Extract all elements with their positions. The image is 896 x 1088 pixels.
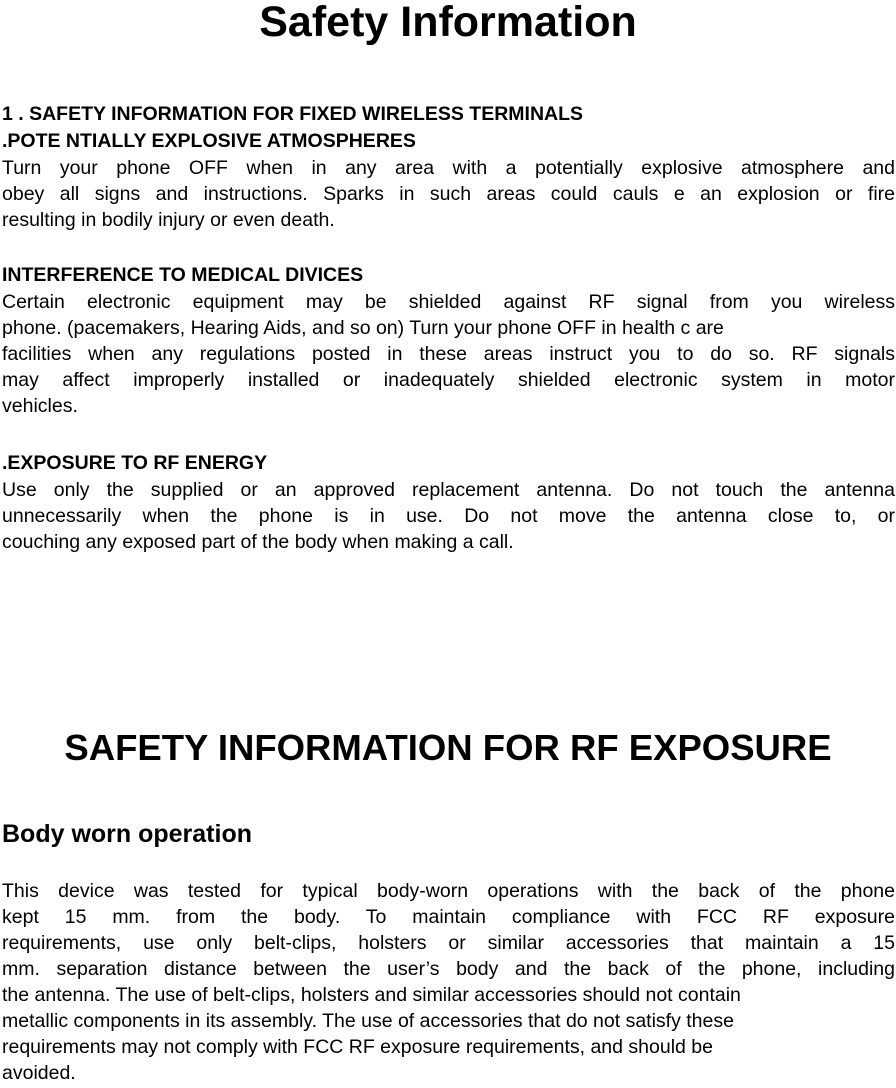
paragraph-body-worn [2,878,895,1086]
paragraph-line: unnecessarily when the phone is in use. Do not move the antenna close to, or [2,505,895,527]
page-title: Safety Information [259,0,637,46]
paragraph-line: avoided. [2,1062,76,1084]
paragraph-line: requirements, use only belt-clips, holsters or similar accessories that maintain a 15 [2,932,895,954]
paragraph-line: vehicles. [2,395,78,417]
section-heading-fixed-wireless: 1 . SAFETY INFORMATION FOR FIXED WIRELESS TERMINALS [2,103,584,125]
section-heading-medical-devices: INTERFERENCE TO MEDICAL DIVICES [2,264,364,286]
paragraph-line: obey all signs and instructions. Sparks in such areas could cauls e an explosion or fire [2,183,895,205]
rf-exposure-title: SAFETY INFORMATION FOR RF EXPOSURE [64,727,832,768]
paragraph-line: couching any exposed part of the body when making a call. [2,531,514,553]
paragraph-explosive-atmospheres [2,155,895,233]
paragraph-line: Use only the supplied or an approved replacement antenna. Do not touch the antenna [2,479,895,501]
paragraph-line: resulting in bodily injury or even death. [2,209,335,231]
paragraph-line: This device was tested for typical body-worn operations with the back of the phone [2,880,895,902]
body-worn-heading: Body worn operation [2,820,252,848]
paragraph-line: requirements may not comply with FCC RF exposure requirements, and should be [2,1036,713,1058]
paragraph-line: metallic components in its assembly. The use of accessories that do not satisfy these [2,1010,734,1032]
section-heading-rf-energy: .EXPOSURE TO RF ENERGY [2,452,268,474]
section-subheading-explosive-atmospheres: .POTE NTIALLY EXPLOSIVE ATMOSPHERES [2,130,416,152]
paragraph-medical-devices [2,289,895,419]
paragraph-line: mm. separation distance between the user’s body and the back of the phone, including [2,958,895,980]
paragraph-line: Certain electronic equipment may be shielded against RF signal from you wireless [2,291,895,313]
paragraph-line: Turn your phone OFF when in any area with a potentially explosive atmosphere and [2,157,895,179]
paragraph-line: kept 15 mm. from the body. To maintain compliance with FCC RF exposure [2,906,895,928]
paragraph-rf-energy [2,477,895,555]
paragraph-line: phone. (pacemakers, Hearing Aids, and so on) Turn your phone OFF in health c are [2,317,724,339]
paragraph-line: may affect improperly installed or inadequately shielded electronic system in motor [2,369,895,391]
paragraph-line: the antenna. The use of belt-clips, holsters and similar accessories should not contain [2,984,741,1006]
paragraph-line: facilities when any regulations posted in these areas instruct you to do so. RF signals [2,343,895,365]
